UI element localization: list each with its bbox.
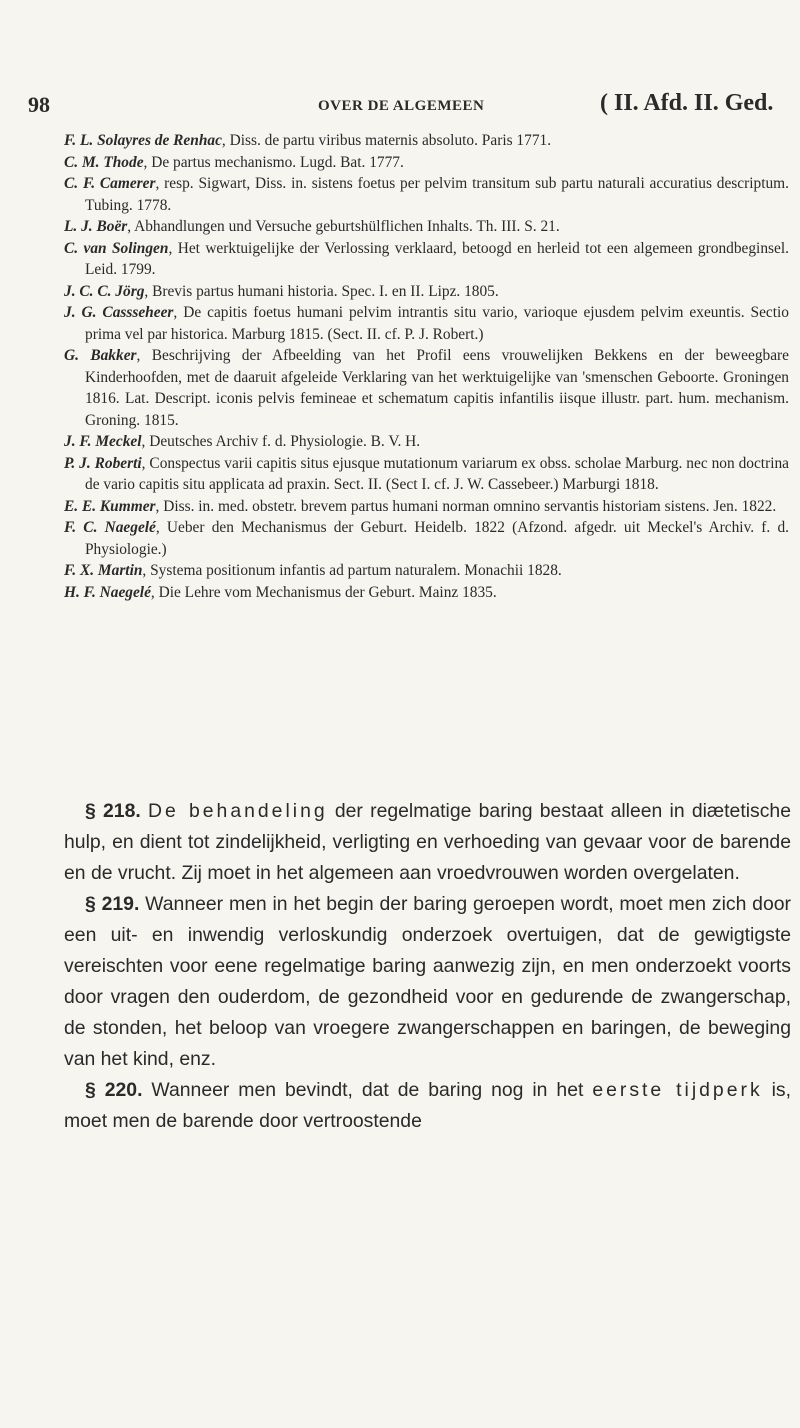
- reference-list: [64, 130, 789, 603]
- reference-text: , Die Lehre vom Mechanismus der Geburt. Mainz 1835.: [150, 583, 497, 601]
- reference-text: , Deutsches Archiv f. d. Physiologie. B. V. H.: [141, 433, 421, 450]
- body-text: [64, 796, 791, 1137]
- reference-author: J. F. Meckel: [64, 433, 142, 450]
- reference-entry: [64, 431, 789, 453]
- reference-author: G. Bakker: [64, 347, 137, 364]
- running-title: OVER DE ALGEMEEN: [318, 98, 485, 114]
- reference-text: , Ueber den Mechanismus der Geburt. Heidelb. 1822 (Afzond. afgedr. uit Meckel's Archiv. f. d. Physiologie.): [85, 519, 790, 558]
- paragraph-218: [64, 796, 791, 889]
- reference-author: L. J. Boër: [64, 218, 128, 235]
- reference-entry: [64, 302, 789, 345]
- reference-text: , Conspectus varii capitis situs ejusque mutationum variarum ex obss. scholae Marburg. nec non doctrina de vario capitis situ applicata ad praxin. Sect. II. (Sect I. cf. J. W. Cassebeer.) Marburgi 1818.: [85, 454, 790, 493]
- reference-entry: [64, 496, 789, 518]
- reference-entry: [64, 345, 789, 431]
- reference-author: F. X. Martin: [64, 562, 143, 579]
- reference-entry: [64, 152, 789, 174]
- reference-text: , Brevis partus humani historia. Spec. I. en II. Lipz. 1805.: [144, 282, 499, 300]
- reference-text: , Het werktuigelijke der Verlossing verklaard, betoogd en herleid tot een algemeen grondbeginsel. Leid. 1799.: [85, 239, 789, 278]
- reference-entry: [64, 281, 789, 303]
- reference-author: J. G. Cassseheer: [64, 304, 174, 321]
- spaced-emphasis: eerste tijdperk: [592, 1079, 763, 1101]
- reference-entry: [64, 238, 789, 281]
- reference-entry: [64, 517, 789, 560]
- reference-author: E. E. Kummer: [64, 497, 156, 515]
- reference-text: , Diss. de partu viribus maternis absoluto. Paris 1771.: [221, 132, 552, 149]
- reference-entry: [64, 453, 789, 496]
- reference-text: , Systema positionum infantis ad partum naturalem. Monachii 1828.: [142, 562, 562, 579]
- reference-author: C. F. Camerer: [64, 175, 156, 192]
- reference-author: F. L. Solayres de Renhac: [64, 132, 222, 149]
- reference-author: H. F. Naegelé: [64, 583, 151, 601]
- section-number: § 220.: [85, 1079, 143, 1101]
- reference-entry: [64, 582, 789, 604]
- reference-text: , Beschrijving der Afbeelding van het Profil eens vrouwelijken Bekkens en der beweegbare Kinderhoofden, met de daaruit afgeleide Verklaring van het werktuigelijke van 'smenschen Geboorte. Groningen 1816. Lat. Descript. iconis pelvis femineae et schematum capitis infantilis iisque illustr. part. hum. mechanism. Groning. 1815.: [85, 347, 789, 429]
- reference-entry: [64, 173, 789, 216]
- spaced-emphasis: De behandeling: [147, 800, 328, 822]
- running-header: [0, 92, 800, 126]
- reference-text: , De partus mechanismo. Lugd. Bat. 1777.: [143, 153, 404, 171]
- reference-text: , Diss. in. med. obstetr. brevem partus humani norman omnino servantis historiam sistens. Jen. 1822.: [155, 497, 777, 515]
- paragraph-text: Wanneer men in het begin der baring geroepen wordt, moet men zich door een uit- en inwendig verloskundig onderzoek overtuigen, dat de gewigtigste vereischten voor eene regelmatige baring aanwezig zijn, en men onderzoekt voorts door vragen den ouderdom, de gezondheid voor en gedurende de zwangerschap, de stonden, het beloop van vroegere zwangerschappen en baringen, de beweging van het kind, enz.: [64, 893, 791, 1070]
- reference-text: , resp. Sigwart, Diss. in. sistens foetus per pelvim transitum sub partu naturali accuratius descriptum. Tubing. 1778.: [85, 175, 790, 214]
- reference-entry: [64, 216, 789, 238]
- section-label: ( II. Afd. II. Ged.: [600, 90, 774, 116]
- reference-entry: [64, 560, 789, 582]
- section-number: § 218.: [85, 800, 141, 822]
- reference-author: C. M. Thode: [64, 153, 144, 171]
- paragraph-text: is, moet men de barende door vertroostende: [64, 1079, 791, 1132]
- paragraph-220: [64, 1075, 791, 1137]
- reference-author: C. van Solingen: [64, 239, 169, 257]
- reference-author: J. C. C. Jörg: [64, 282, 145, 300]
- reference-text: , Abhandlungen und Versuche geburtshülflichen Inhalts. Th. III. S. 21.: [127, 218, 560, 235]
- paragraph-text: Wanneer men bevindt, dat de baring nog in het: [142, 1079, 593, 1101]
- section-number: § 219.: [85, 893, 140, 915]
- paragraph-text: der regelmatige baring bestaat alleen in diætetische hulp, en dient tot zindelijkheid, verligting en verhoeding van gevaar voor de barende en de vrucht. Zij moet in het algemeen aan vroedvrouwen worden overgelaten.: [64, 800, 791, 884]
- reference-entry: [64, 130, 789, 152]
- reference-author: P. J. Roberti: [64, 454, 142, 472]
- page-number: 98: [28, 92, 50, 117]
- reference-text: , De capitis foetus humani pelvim intrantis situ vario, varioque ejusdem pelvim exeuntis. Sectio prima vel par historica. Marburg 1815. (Sect. II. cf. P. J. Robert.): [85, 304, 789, 343]
- paragraph-219: [64, 889, 791, 1075]
- reference-author: F. C. Naegelé: [64, 519, 156, 536]
